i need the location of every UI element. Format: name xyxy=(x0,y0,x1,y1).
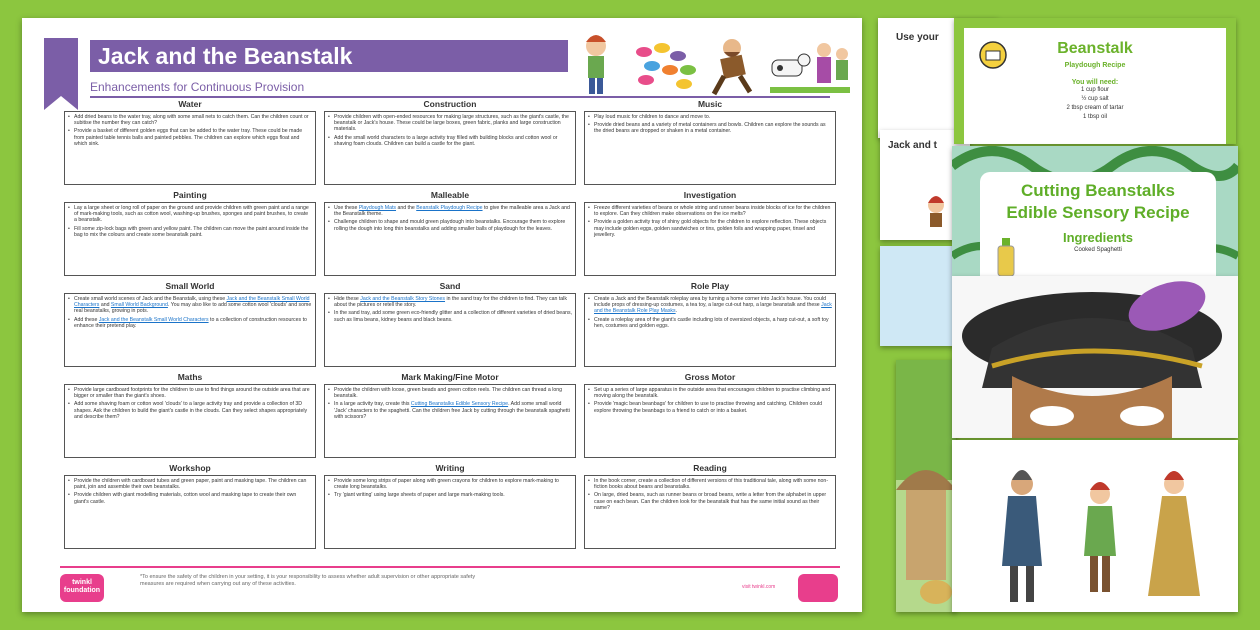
role-play-mask-preview xyxy=(952,276,1238,438)
list-item: • In the book corner, create a collection of different versions of this traditional tale, along with some non-fiction books about beans and beanstalks. xyxy=(588,478,832,490)
area-heading: Writing xyxy=(435,463,465,473)
grid-row xyxy=(60,280,840,371)
beanstalk-playdough-recipe-card xyxy=(954,18,1236,144)
grid-row xyxy=(60,189,840,280)
list-item: • Provide the children with cardboard tubes and green paper, paint and masking tape. The children can paint, join and assemble their own beanstalks. xyxy=(68,478,312,490)
list-item: • Add dried beans to the water tray, along with some small nets to catch them. Can the children count or subitise the number they can catch? xyxy=(68,114,312,126)
area-heading: Reading xyxy=(693,463,727,473)
ingredient-item: 2 tbsp cream of tartar xyxy=(1066,105,1124,111)
area-heading: Workshop xyxy=(169,463,211,473)
list-item: • Create a roleplay area of the giant's castle including lots of oversized objects, a harp cut-out, a soft toy hen, costumes and golden eggs. xyxy=(588,317,832,329)
cutting-beanstalks-recipe-card xyxy=(952,146,1238,276)
list-item: • Create small world scenes of Jack and the Beanstalk, using these Jack and the Beanstalk Small World Characters and Small World Background. You may also like to add some cotton wool 'clouds' and some real beanstalks, growing in pots. xyxy=(68,296,312,315)
list-item: • Provide dried beans and a variety of metal containers and bowls. Children can explore the sounds as the dried beans are dropped or shaken in a metal container. xyxy=(588,122,832,134)
grid-row xyxy=(60,371,840,462)
jack-figure-icon xyxy=(586,35,606,94)
list-item: • Provide 'magic bean beanbags' for children to use to practise throwing and catching. Children could explore throwing the beanbags to a friend to catch or into a basket. xyxy=(588,401,832,413)
list-item: • Create a Jack and the Beanstalk roleplay area by turning a home corner into Jack's house. You could include props of dressing-up costumes, a tea toy, a large cut-out harp, a large beanstalk and these Jack and the Beanstalk Role Play Masks. xyxy=(588,296,832,315)
magic-beans-icon xyxy=(636,43,696,89)
tree-scene-icon xyxy=(896,360,956,612)
bookmark-ribbon-icon xyxy=(44,38,78,96)
ingredient-item: ½ cup salt xyxy=(1081,96,1109,102)
area-role-play xyxy=(580,280,840,371)
continuous-provision-document xyxy=(22,18,862,612)
ingredient-item: Cooked Spaghetti xyxy=(1074,247,1122,253)
area-heading: Sand xyxy=(439,281,461,291)
area-heading: Malleable xyxy=(430,190,470,200)
list-item: • Provide children with giant modelling materials, cotton wool and masking tape to create their own giant's castle. xyxy=(68,492,312,504)
beanstalk-playdough-recipe-link[interactable]: Beanstalk Playdough Recipe xyxy=(416,205,483,211)
small-world-characters-link[interactable]: Jack and the Beanstalk Small World Characters xyxy=(74,296,310,309)
area-painting xyxy=(60,189,320,280)
list-item: • Provide a golden activity tray of shiny gold objects for the children to explore reflection. These objects may include golden eggs, golden sandwiches or tins, golden foils and wrapping paper, tinsel and jewellery. xyxy=(588,219,832,238)
list-item: • Fill some zip-lock bags with green and yellow paint. The children can move the paint around inside the bag to mix the colours and create some beanstalk paint. xyxy=(68,226,312,238)
preview-sheet-scene xyxy=(896,360,956,612)
jack-family-and-cow-icon xyxy=(770,43,850,90)
area-heading: Mark Making/Fine Motor xyxy=(401,372,499,382)
jack-character-icon xyxy=(1084,482,1116,592)
grid-row xyxy=(60,462,840,553)
area-water xyxy=(60,98,320,189)
twinkl-logo-icon xyxy=(798,574,838,602)
document-title: Jack and the Beanstalk xyxy=(90,40,568,72)
area-small-world xyxy=(60,280,320,371)
list-item: • Use these Playdough Mats and the Beanstalk Playdough Recipe to give the malleable area a Jack and the Beanstalk theme. xyxy=(328,205,572,217)
footer-divider xyxy=(60,566,840,568)
preview-label: Use your xyxy=(896,32,939,43)
recipe-title: Beanstalk xyxy=(1057,40,1133,57)
area-heading: Construction xyxy=(423,99,477,109)
old-man-character-icon xyxy=(1002,470,1042,602)
area-sand xyxy=(320,280,580,371)
document-subtitle: Enhancements for Continuous Provision xyxy=(90,80,305,94)
playdough-mats-link[interactable]: Playdough Mats xyxy=(358,205,397,211)
list-item: • Try 'giant writing' using large sheets of paper and large mark-making tools. xyxy=(328,492,572,498)
area-heading: Painting xyxy=(173,190,207,200)
area-heading: Gross Motor xyxy=(684,372,736,382)
ingredient-item: 1 tbsp oil xyxy=(1082,114,1107,120)
recipe-title: Cutting Beanstalks Edible Sensory Recipe xyxy=(1006,181,1190,222)
list-item: • Provide the children with loose, green beads and green cotton reels. The children can thread a long beanstalk. xyxy=(328,387,572,399)
area-heading: Music xyxy=(697,99,723,109)
list-item: • Add the small world characters to a large activity tray filled with building blocks and cotton wool or shaving foam clouds. Children can build a castle for the giant. xyxy=(328,135,572,147)
list-item: • Provide children with open-ended resources for making large structures, such as the giant's castle, the beanstalk or Jack's house. These could be large boxes, green fabric, planks and large construction materials. xyxy=(328,114,572,133)
list-item: • Hide these Jack and the Beanstalk Story Stones in the sand tray for the children to find. They can talk about the pictures or retell the story. xyxy=(328,296,572,308)
area-music xyxy=(580,98,840,189)
small-world-characters-preview xyxy=(952,440,1238,612)
list-item: • Provide large cardboard footprints for the children to use to find things around the outside area that are bigger or smaller than the giant's shoes. xyxy=(68,387,312,399)
area-gross-motor xyxy=(580,371,840,462)
character-cutouts-icon xyxy=(952,440,1238,612)
giant-figure-icon xyxy=(714,39,750,94)
list-item: • Add some shaving foam or cotton wool 'clouds' to a large activity tray and provide a collection of 3D shapes. Ask the children to build the giant's castle in the clouds. Can they select shapes appropriately and describe them? xyxy=(68,401,312,420)
oil-bottle-icon xyxy=(996,238,1016,276)
ingredient-item: 1 cup flour xyxy=(1080,87,1110,93)
preview-label: Jack and t xyxy=(888,140,937,151)
small-world-characters-link[interactable]: Jack and the Beanstalk Small World Characters xyxy=(98,316,209,323)
story-characters-illustration xyxy=(574,30,854,100)
list-item: • Freeze different varieties of beans or whole string and runner beans inside blocks of ice for the children to explore. Can they children make observations on the ice melts? xyxy=(588,205,832,217)
area-reading xyxy=(580,462,840,553)
list-item: • On large, dried beans, such as runner beans or broad beans, write a letter from the alphabet in upper case on each bean. Can the children look for the beanstalk that has the same initial sound as their name? xyxy=(588,492,832,511)
list-item: • Lay a large sheet or long roll of paper on the ground and provide children with green paint and a range of mark-making tools, such as cotton wool, washing-up brushes, sponges and paint brushes, to create a beanstalk. xyxy=(68,205,312,224)
grid-row xyxy=(60,98,840,189)
list-item: • In the sand tray, add some green eco-friendly glitter and a collection of different varieties of dried beans, such as lima beans, kidney beans and black beans. xyxy=(328,310,572,322)
playdough-tub-icon xyxy=(978,40,1008,70)
area-heading: Maths xyxy=(177,372,203,382)
list-item: • Set up a series of large apparatus in the outside area that encourages children to practise climbing and moving along the beanstalk. xyxy=(588,387,832,399)
list-item: • In a large activity tray, create this Cutting Beanstalks Edible Sensory Recipe. Add some small world 'Jack' characters to the spaghetti. Can the children free Jack by cutting through the beanstalk spaghetti with scissors? xyxy=(328,401,572,420)
list-item: • Challenge children to shape and mould green playdough into beanstalks. Encourage them to explore rolling the dough into long thin beanstalks and adding smaller balls of playdough for the leaves. xyxy=(328,219,572,231)
list-item: • Play loud music for children to dance and move to. xyxy=(588,114,832,120)
mother-character-icon xyxy=(1148,471,1200,596)
area-construction xyxy=(320,98,580,189)
provision-areas-grid xyxy=(60,98,840,553)
hat-mask-icon xyxy=(952,276,1238,438)
area-heading: Small World xyxy=(165,281,215,291)
list-item: • Provide some long strips of paper along with green crayons for children to explore mark-making to create long beanstalks. xyxy=(328,478,572,490)
area-investigation xyxy=(580,189,840,280)
area-heading: Water xyxy=(178,99,202,109)
visit-link[interactable]: visit twinkl.com xyxy=(742,584,776,590)
area-workshop xyxy=(60,462,320,553)
area-heading: Role Play xyxy=(690,281,730,291)
role-play-masks-link[interactable]: Jack and the Beanstalk Role Play Masks xyxy=(594,302,832,315)
you-will-need-heading: You will need: xyxy=(1071,79,1119,86)
area-writing xyxy=(320,462,580,553)
twinkl-foundation-logo: twinkl foundation xyxy=(60,574,104,602)
area-heading: Investigation xyxy=(683,190,737,200)
list-item: • Provide a basket of different golden eggs that can be added to the water tray. These could be made from painted table tennis balls and painted pebbles. The children can explore which eggs float and which sink. xyxy=(68,128,312,147)
area-malleable xyxy=(320,189,580,280)
preview-sheet-sky xyxy=(880,246,956,346)
area-mark-making xyxy=(320,371,580,462)
safety-disclaimer: *To ensure the safety of the children in your setting, it is your responsibility to assess whether adult supervision or other appropriate safety measures are required when carrying out any of these activities. xyxy=(140,574,476,587)
cutting-beanstalks-recipe-link[interactable]: Cutting Beanstalks Edible Sensory Recipe xyxy=(410,401,509,408)
ingredients-heading: Ingredients xyxy=(1062,230,1134,245)
story-stones-link[interactable]: Jack and the Beanstalk Story Stones xyxy=(360,296,446,302)
small-world-background-link[interactable]: Small World Background xyxy=(110,302,168,309)
list-item: • Add these Jack and the Beanstalk Small World Characters to a collection of construction resources to enhance their pretend play. xyxy=(68,317,312,329)
area-maths xyxy=(60,371,320,462)
recipe-subtitle: Playdough Recipe xyxy=(1064,62,1126,69)
